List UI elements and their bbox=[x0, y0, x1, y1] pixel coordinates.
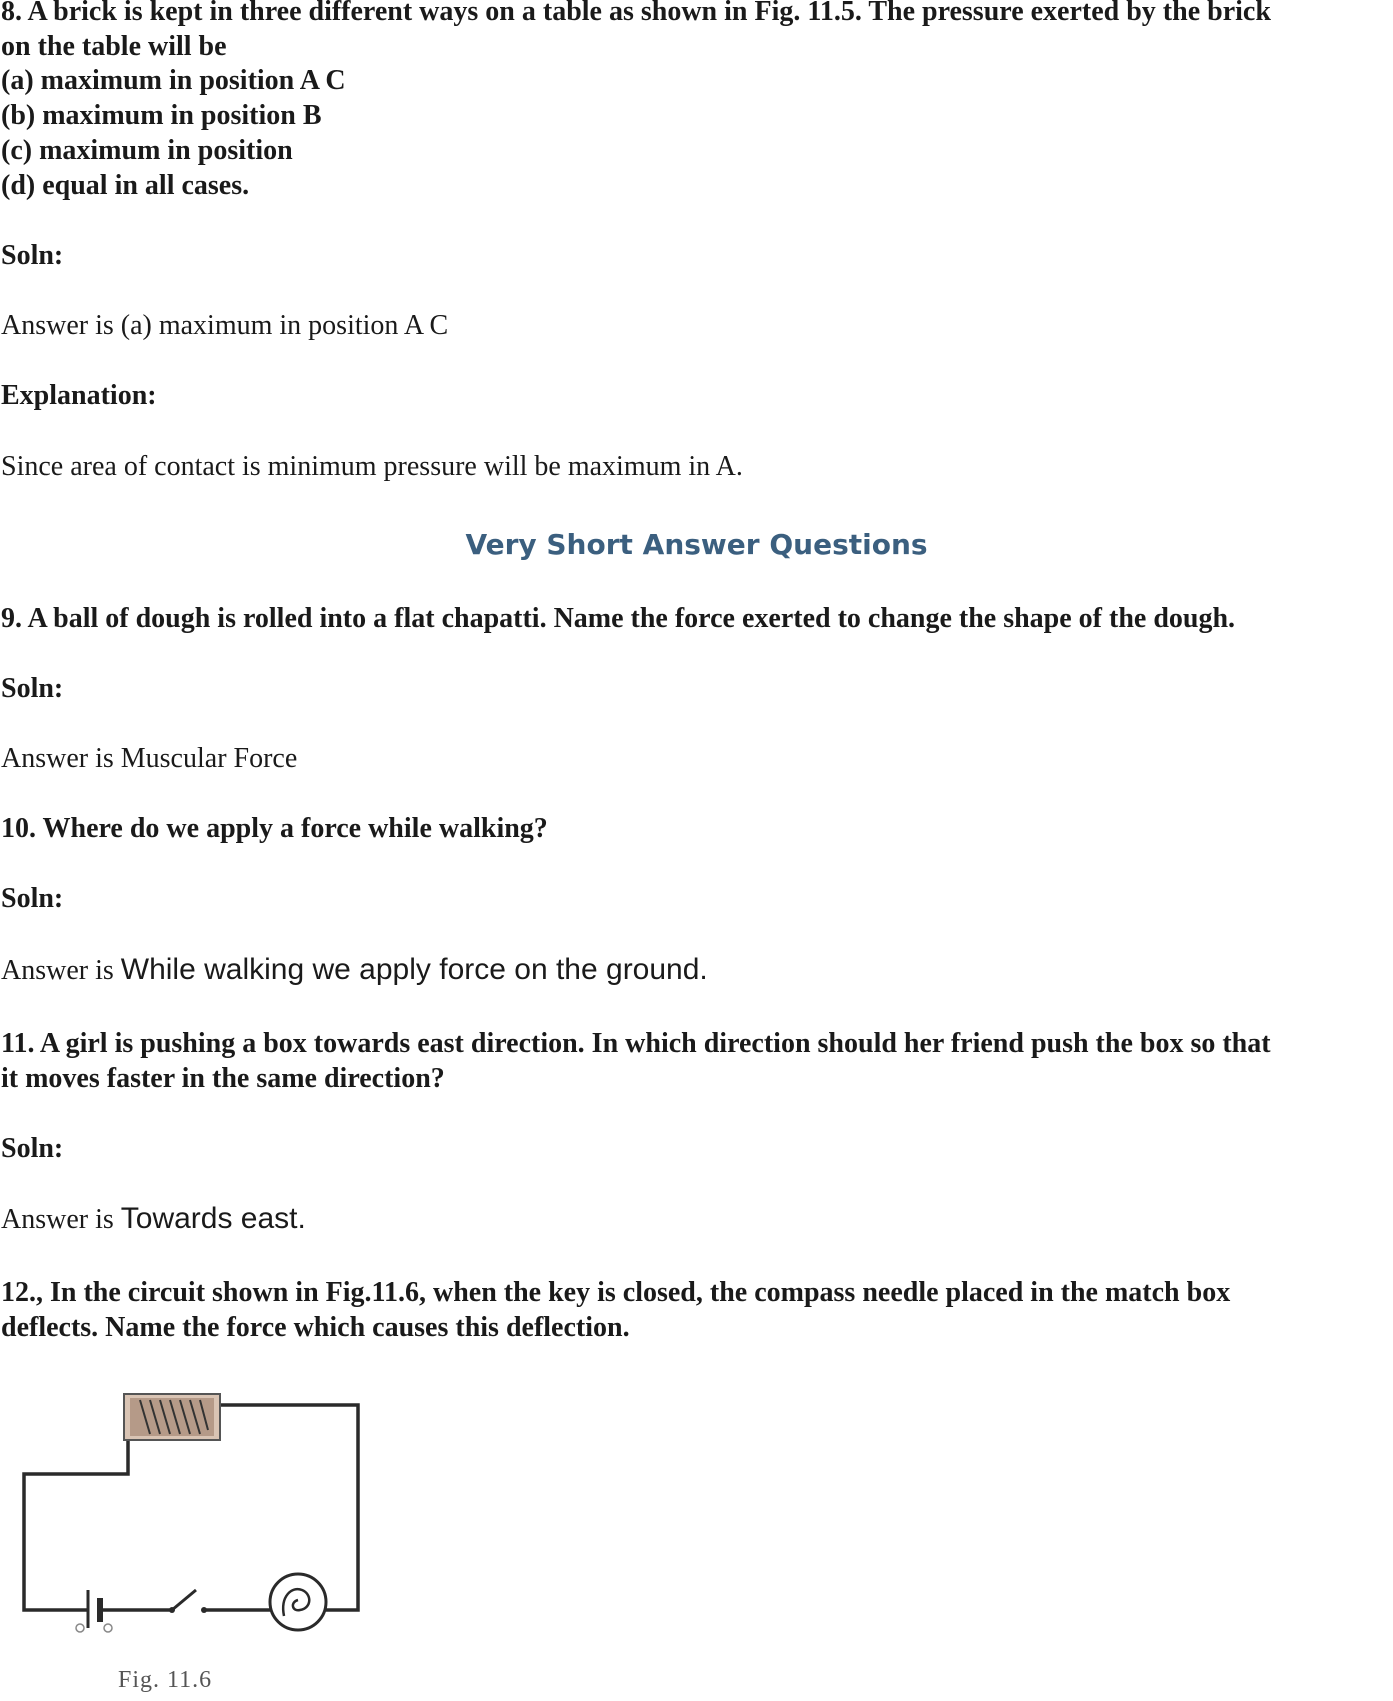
circuit-wire-left bbox=[24, 1442, 128, 1610]
q11-answer-prefix: Answer is bbox=[1, 1204, 121, 1235]
figure-caption: Fig. 11.6 bbox=[118, 1667, 213, 1693]
circuit-wire-right bbox=[220, 1405, 358, 1610]
q9-answer: Answer is Muscular Force bbox=[1, 743, 298, 774]
q12-question-line-2: deflects. Name the force which causes this deflection. bbox=[1, 1312, 630, 1343]
q12-question-line-1: 12., In the circuit shown in Fig.11.6, when the key is closed, the compass needle placed in the match box bbox=[1, 1277, 1231, 1308]
q10-question: 10. Where do we apply a force while walking? bbox=[1, 813, 548, 844]
section-heading: Very Short Answer Questions bbox=[465, 528, 928, 561]
q8-option-b: (b) maximum in position B bbox=[1, 100, 322, 131]
key-switch-icon bbox=[169, 1590, 207, 1613]
q9-soln-label: Soln: bbox=[1, 673, 64, 704]
q8-option-a: (a) maximum in position A C bbox=[1, 65, 346, 96]
q9-question: 9. A ball of dough is rolled into a flat chapatti. Name the force exerted to change the shape of the dough. bbox=[1, 603, 1236, 634]
q8-explanation: Since area of contact is minimum pressure will be maximum in A. bbox=[1, 451, 743, 482]
q8-answer: Answer is (a) maximum in position A C bbox=[1, 310, 449, 341]
q11-soln-label: Soln: bbox=[1, 1133, 64, 1164]
bulb-icon bbox=[270, 1574, 326, 1630]
q8-explanation-label: Explanation: bbox=[1, 380, 157, 411]
q8-question-line-2: on the table will be bbox=[1, 31, 227, 62]
circuit-diagram bbox=[0, 1390, 380, 1650]
q8-option-c: (c) maximum in position bbox=[1, 135, 293, 166]
q8-soln-label: Soln: bbox=[1, 240, 64, 271]
q10-answer bbox=[1, 953, 708, 988]
q11-question-line-2: it moves faster in the same direction? bbox=[1, 1063, 445, 1094]
q10-soln-label: Soln: bbox=[1, 883, 64, 914]
q10-answer-prefix: Answer is bbox=[1, 955, 121, 986]
q11-question-line-1: 11. A girl is pushing a box towards east direction. In which direction should her friend push the box so that bbox=[1, 1028, 1271, 1059]
q10-answer-text: While walking we apply force on the ground. bbox=[120, 953, 708, 986]
q8-question-line-1: 8. A brick is kept in three different ways on a table as shown in Fig. 11.5. The pressure exerted by the brick bbox=[1, 0, 1271, 27]
matchbox-coil-icon bbox=[124, 1394, 220, 1440]
q11-answer bbox=[1, 1202, 306, 1237]
q8-option-d: (d) equal in all cases. bbox=[1, 170, 250, 201]
q11-answer-text: Towards east. bbox=[120, 1202, 306, 1235]
